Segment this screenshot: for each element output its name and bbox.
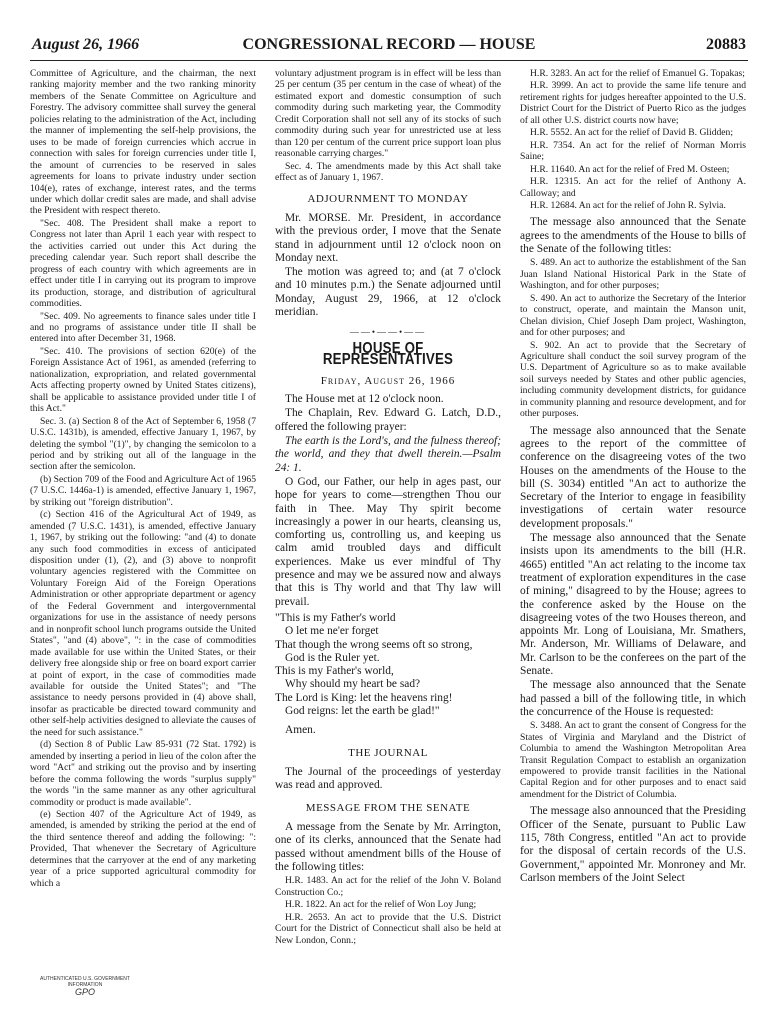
gpo-authentication-logo — [30, 976, 140, 995]
scripture-quote: The earth is the Lord's, and the fulness thereof; the world, and they that dwell therein.—Psalm 24: 1. — [275, 435, 501, 474]
gpo-mark: GPO — [74, 987, 95, 997]
journal-heading: THE JOURNAL — [348, 746, 428, 759]
paragraph: The message also announced that the Presiding Officer of the Senate, pursuant to Public Law 115, 78th Congress, entitled "An act to provide for the disposal of certain records of the U.S. Government," appointed Mr. Monroney and Mr. Carlson members of the Joint Select — [520, 805, 746, 884]
column-3 — [520, 68, 746, 993]
paragraph: (b) Section 709 of the Food and Agriculture Act of 1965 (7 U.S.C. 1446a-1) is amended, effective January 1, 1967, by striking out "foreign distribution". — [30, 473, 256, 508]
house-date: Friday, August 26, 1966 — [320, 374, 456, 387]
header-date: August 26, 1966 — [32, 36, 140, 53]
bill-entry: H.R. 3283. An act for the relief of Emanuel G. Topakas; — [530, 68, 745, 79]
bill-entry: H.R. 12315. An act for the relief of Anthony A. Calloway; and — [520, 176, 746, 199]
paragraph: (c) Section 416 of the Agricultural Act of 1949, as amended (7 U.S.C. 1431), is amended, effective January 1, 1967, by striking out the following: "and (4) to donate any such food commodities in excess of anticipated disposition under (1), (2), and (3) above to nonprofit voluntary agencies registered with the Committee on Voluntary Foreign Aid of the Foreign Operations Administration or other appropriate department or agency of the Federal Government and intergovernmental organizations for use in the assistance of needy persons and in nonprofit school lunch programs outside the United States", "and (4) above", ": in the case of commodities made available for use within the United States, or their delivery free alongside ship or free on board export carrier at point of export, in the case of commodities made available for outside the United States"; and "The assistance to needy persons provided in (4) above shall, insofar as practicable be directed toward community and other self-help activities designed to alleviate the causes of the need for such assistance." — [30, 509, 256, 738]
paragraph: "Sec. 410. The provisions of section 620(e) of the Foreign Assistance Act of 1961, as amended (referring to nationalization, expropriation, and related governmental Acts affecting property owned by United States citizens), shall be applicable to assistance provided under title I of this Act." — [30, 345, 256, 415]
bill-entry: S. 489. An act to authorize the establishment of the San Juan Island National Historical Park in the State of Washington, and for other purposes; — [520, 257, 746, 292]
verse-line: The Lord is King: let the heavens ring! — [275, 691, 453, 704]
bill-entry: H.R. 12684. An act for the relief of John R. Sylvia. — [530, 199, 726, 211]
verse-line: God is the Ruler yet. — [285, 651, 380, 664]
paragraph: The message also announced that the Senate agrees to the amendments of the House to bills of the Senate of the following titles: — [520, 216, 746, 256]
paragraph: A message from the Senate by Mr. Arrington, one of its clerks, announced that the Senate had passed without amendment bills of the House of the following titles: — [275, 821, 501, 873]
paragraph: "Sec. 409. No agreements to finance sales under title I and no programs of assistance under title II shall be entered into after December 31, 1968. — [30, 310, 256, 345]
verse-line: "This is my Father's world — [275, 611, 396, 624]
paragraph: voluntary adjustment program is in effect will be less than 25 per centum (35 per centum in the case of wheat) of the estimated export and domestic consumption of such commodity during such marketing year, the Commodity Credit Corporation shall not sell any of its stocks of such commodity during such year for unrestricted use at less than 120 per centum of the current price support loan plus reasonable carrying charges." — [275, 68, 501, 160]
column-1 — [30, 68, 256, 997]
house-heading: HOUSE OF REPRESENTATIVES — [322, 339, 454, 369]
verse-line: That though the wrong seems oft so strong, — [275, 638, 473, 651]
verse-line: This is my Father's world, — [275, 665, 394, 678]
bill-entry: H.R. 1822. An act for the relief of Won Loy Jung; — [285, 899, 477, 911]
verse-line: O let me ne'er forget — [285, 625, 379, 638]
bill-entry: H.R. 5552. An act for the relief of David B. Glidden; — [530, 127, 734, 139]
verse-line: God reigns: let the earth be glad!" — [285, 705, 440, 717]
adjournment-heading: ADJOURNMENT TO MONDAY — [307, 192, 469, 205]
paragraph: (e) Section 407 of the Agriculture Act of 1949, as amended, is amended by striking the period at the end of the third sentence thereof and adding the following: ": Provided, That whenever the Secretary of Agriculture determines that the carryover at the end of any marketing year of a price supported agricultural commodity for which a — [30, 809, 256, 889]
bill-entry: H.R. 11640. An act for the relief of Fred M. Osteen; — [530, 163, 730, 175]
paragraph: Mr. MORSE. Mr. President, in accordance with the previous order, I move that the Senate stand in adjournment until 12 o'clock noon on Monday next. — [275, 211, 501, 264]
bill-entry: S. 3488. An act to grant the consent of Congress for the States of Virginia and Maryland and the District of Columbia to amend the Washington Metropolitan Area Transit Regulation Compact to establish an organization empowered to provide transit facilities in the National Capital Region and for other purposes and to enact said amendment for the District of Columbia. — [520, 720, 746, 800]
page-header — [30, 34, 748, 61]
message-heading: MESSAGE FROM THE SENATE — [305, 801, 471, 814]
bill-entry: H.R. 2653. An act to provide that the U.S. District Court for the District of Connecticut shall also be held at New London, Conn.; — [275, 911, 501, 946]
paragraph: The motion was agreed to; and (at 7 o'clock and 10 minutes p.m.) the Senate adjourned until Monday, August 29, 1966, at 12 o'clock meridian. — [275, 266, 501, 319]
bill-entry: H.R. 7354. An act for the relief of Norman Morris Saine; — [520, 139, 746, 163]
paragraph: The Chaplain, Rev. Edward G. Latch, D.D., offered the following prayer: — [275, 407, 501, 433]
paragraph: The message also announced that the Senate agrees to the report of the committee of conference on the disagreeing votes of the two Houses on the amendments of the House to the bill (S. 3034) entitled "An act to authorize the Secretary of the Interior to engage in feasibility investigations of certain water resource development proposals." — [520, 424, 746, 530]
paragraph: The message also announced that the Senate had passed a bill of the following title, in which the concurrence of the House is requested: — [520, 679, 746, 718]
paragraph: Committee of Agriculture, and the chairman, the next ranking majority member and the two ranking minority members of the Senate Committee on Agriculture and Forestry. The advisory committee shall survey the general policies relating to the administration of the Act, including the manner of implementing the self-help provisions, the uses to be made of foreign currencies which accrue in connection with sales for foreign currencies under title I, the amount of currencies to be reserved in sales agreements for loans to private industry under section 104(e), rates of exchange, interest rates, and the terms under which dollar credit sales are made, and shall advise the President with respect thereto. — [30, 68, 256, 217]
bill-entry: S. 490. An act to authorize the Secretary of the Interior to construct, operate, and maintain the Manson unit, Chelan division, Chief Joseph Dam project, Washington, and for other purposes; and — [520, 292, 746, 339]
paragraph: Sec. 4. The amendments made by this Act shall take effect as of January 1, 1967. — [275, 160, 501, 184]
logo-text: AUTHENTICATED U.S. GOVERNMENT INFORMATION — [40, 976, 130, 988]
bill-entry: H.R. 1483. An act for the relief of the John V. Boland Construction Co.; — [275, 875, 501, 898]
section-rule: ——•——•—— — [349, 327, 427, 338]
paragraph: The message also announced that the Senate insists upon its amendments to the bill (H.R. 4665) entitled "An act relating to the income tax treatment of exploration expenditures in the case of mining," disagreed to by the House; agrees to the conference asked by the House on the disagreeing votes of the two Houses thereon, and appoints Mr. Long of Louisiana, Mr. Smathers, Mr. Anderson, Mr. Williams of Delaware, and Mr. Carlson to be the conferees on the part of the Senate. — [520, 532, 746, 678]
verse-line: Why should my heart be sad? — [285, 678, 421, 691]
column-2 — [275, 68, 501, 993]
bill-entry: S. 902. An act to provide that the Secretary of Agriculture shall conduct the soil survey program of the U.S. Department of Agriculture so as to make available soil surveys needed by States and other public agencies, including community development districts, for guidance in community planning and resource development, and for other purposes. — [520, 339, 746, 420]
amen: Amen. — [285, 724, 316, 737]
paragraph: The House met at 12 o'clock noon. — [285, 393, 444, 406]
header-page-number: 20883 — [706, 36, 746, 53]
bill-entry: H.R. 3999. An act to provide the same life tenure and retirement rights for judges hereafter appointed to the U.S. District Court for the District of Puerto Rico as the judges of all other U.S. district courts now have; — [520, 80, 746, 126]
paragraph: "Sec. 408. The President shall make a report to Congress not later than April 1 each year with respect to the activities carried out under this Act during the preceding calendar year. Such report shall describe the progress of each country with which agreements are in effect under title I in carrying out its program to improve its production, storage, and distribution of agricultural commodities. — [30, 217, 256, 310]
record-page — [30, 34, 748, 997]
paragraph: Sec. 3. (a) Section 8 of the Act of September 6, 1958 (7 U.S.C. 1431b), is amended, effective January 1, 1967, by deleting the symbol "(1)", by changing the semicolon to a period and by striking out all of the language in the section after the semicolon. — [30, 415, 256, 473]
paragraph: (d) Section 8 of Public Law 85-931 (72 Stat. 1792) is amended by inserting a period in lieu of the colon after the word "Act" and striking out the proviso and by inserting before the comma following the words "surplus supply" the words "in the same manner as any other agricultural commodity or product is made available". — [30, 739, 256, 808]
prayer: O God, our Father, our help in ages past, our hope for years to come—strengthen Thou our faith in Thee. May Thy spirit become increasingly a power in our hearts, cleansing us, comforting us, controlling us, and keeping us calm amid troubled days and difficult experiences. Make us ever mindful of Thy presence and may we be assured now and always that this is Thy world and that Thy law will prevail. — [275, 475, 501, 608]
header-title: CONGRESSIONAL RECORD — HOUSE — [242, 36, 536, 53]
hymn-verse — [275, 612, 501, 718]
paragraph: The Journal of the proceedings of yesterday was read and approved. — [275, 766, 501, 792]
